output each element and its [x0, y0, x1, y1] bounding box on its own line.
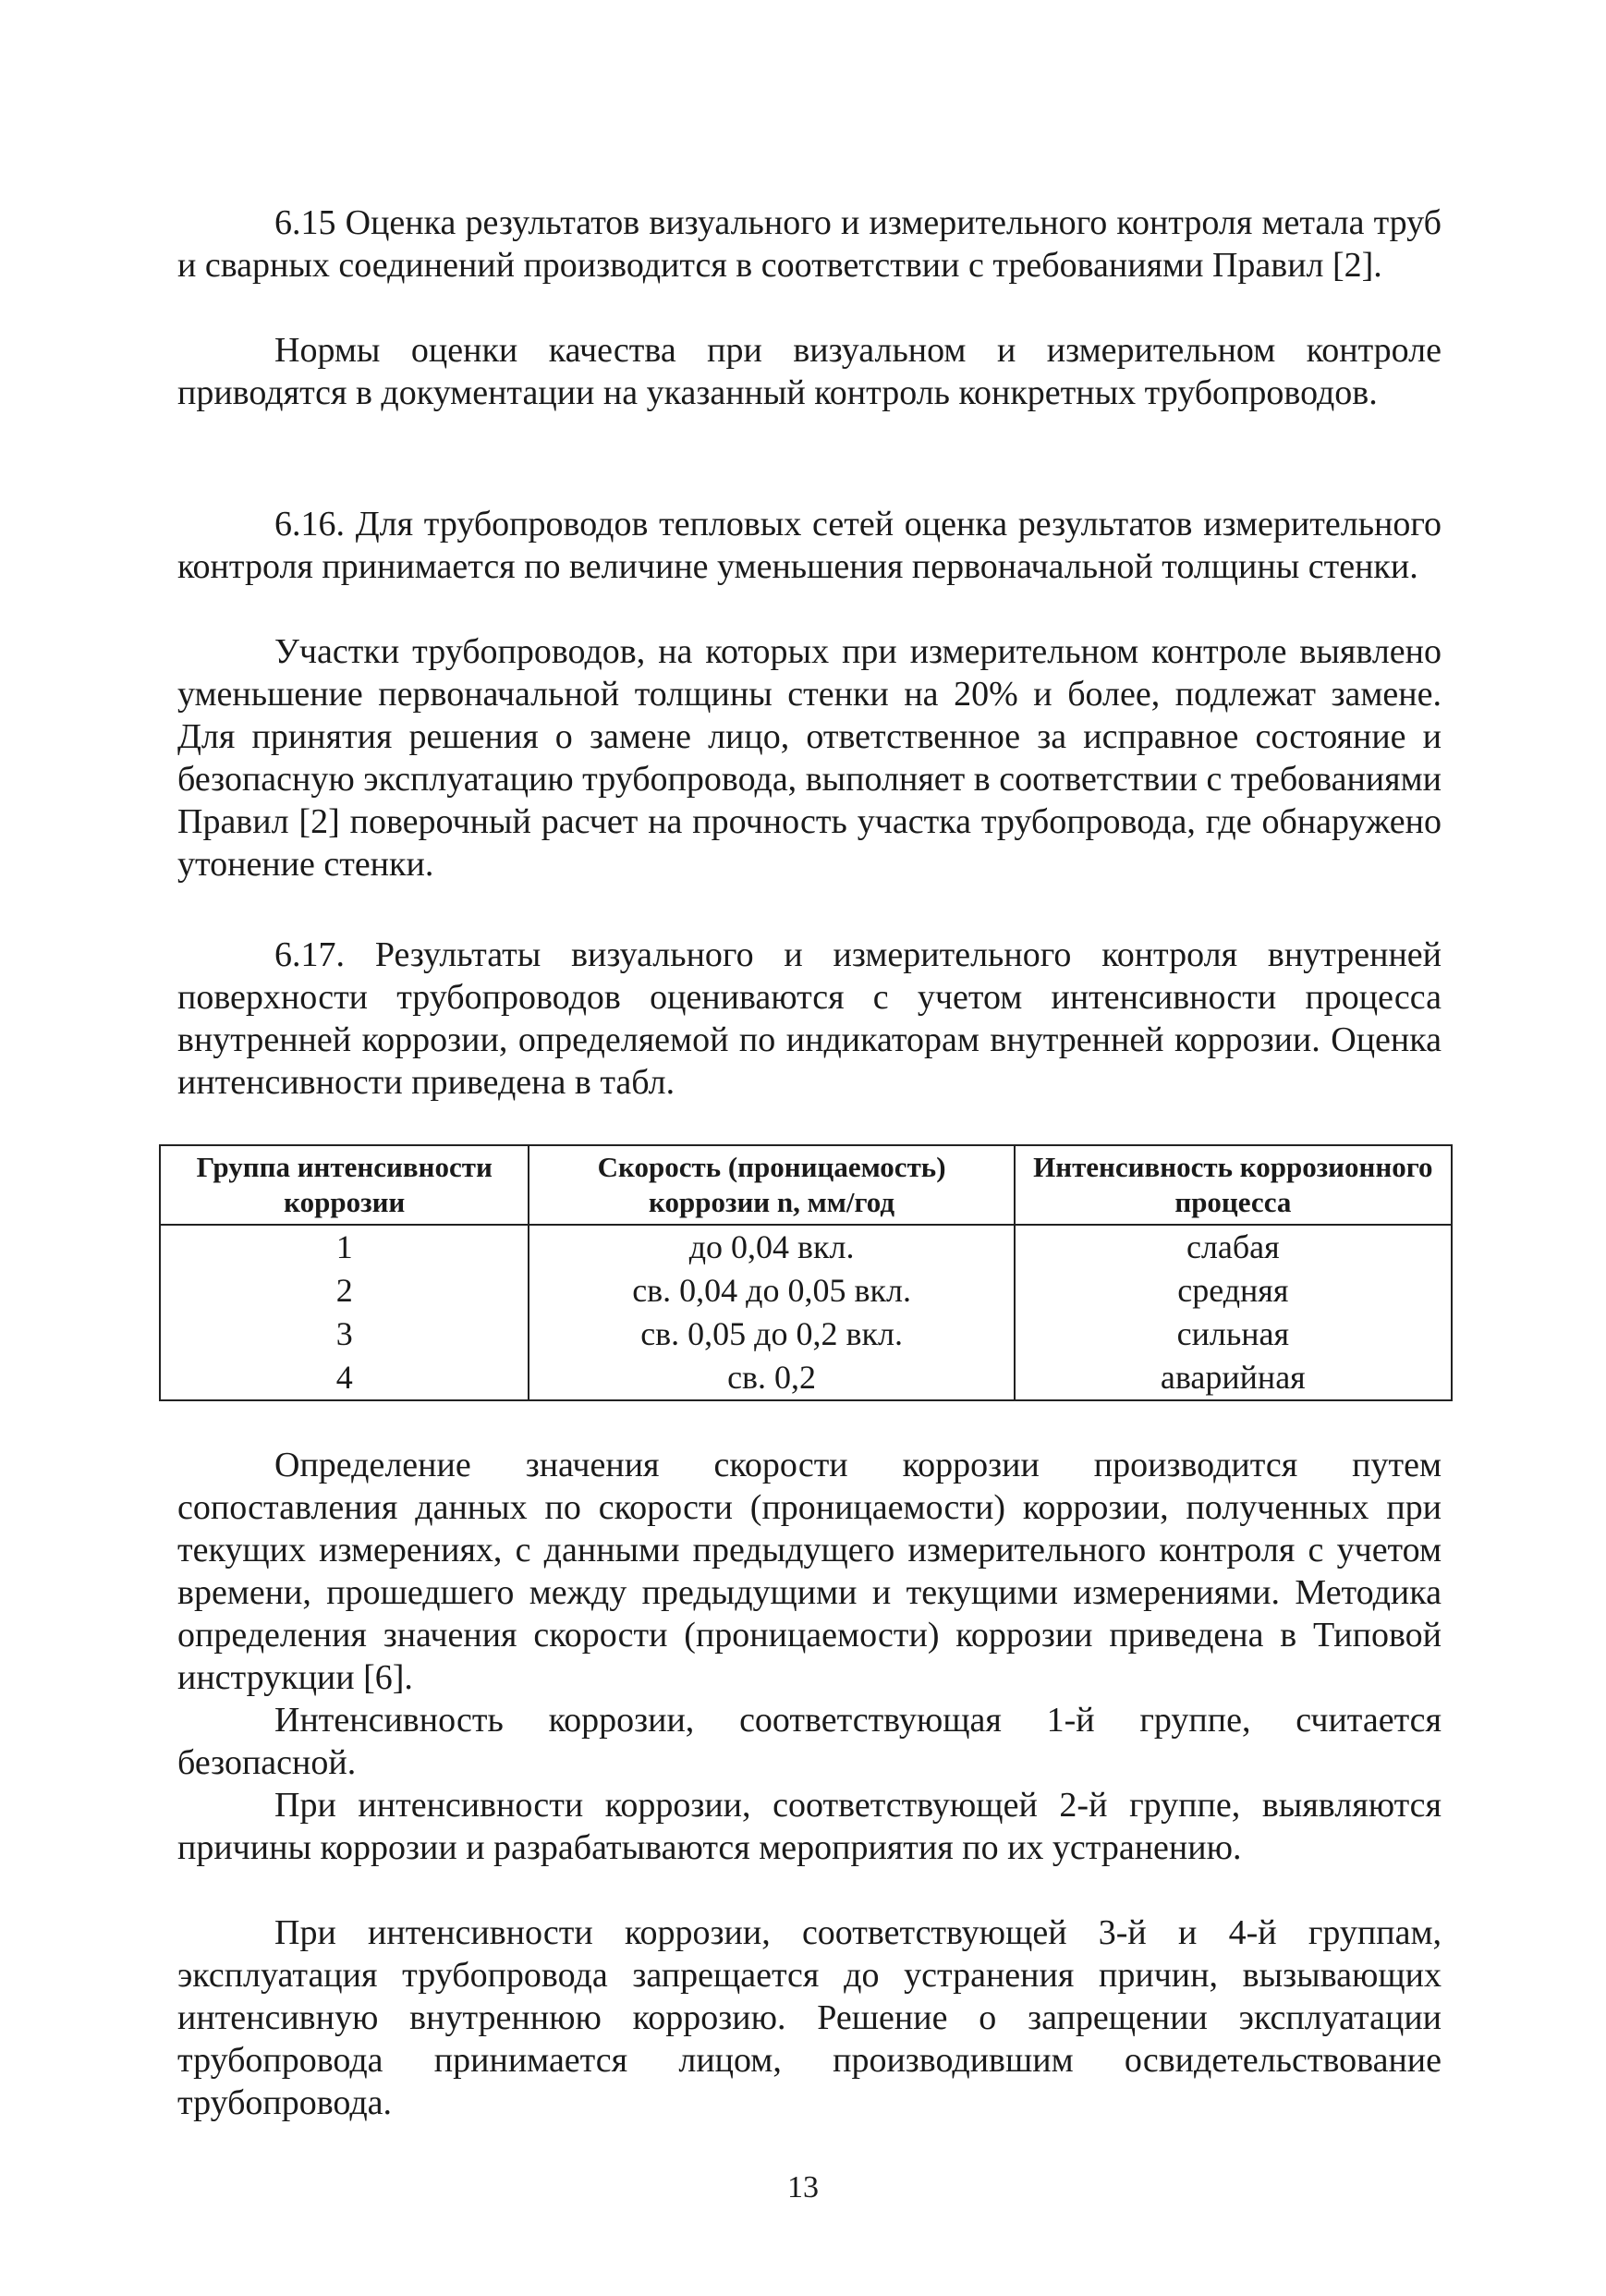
paragraph-6-16-sections: Участки трубопроводов, на которых при измерительном контроле выявлено уменьшение первоначальной толщины стенки на 20% и более, подлежат замене. Для принятия решения о замене лицо, ответственное за исправное состояние и безопасную эксплуатацию трубопровода, выполняет в соответствии с требованиями Правил [2] поверочный расчет на прочность участка трубопровода, где обнаружено утонение стенки.: [177, 632, 1442, 884]
table-row: [160, 1313, 1452, 1356]
page-number: 13: [787, 2170, 819, 2204]
paragraph-group-1: Интенсивность коррозии, соответствующая 1-й группе, считается безопасной.: [177, 1701, 1442, 1782]
corrosion-intensity-table: [159, 1144, 1453, 1401]
cell-rate: св. 0,2: [529, 1356, 1014, 1400]
cell-group: 2: [160, 1269, 529, 1313]
header-intensity: Интенсивность коррозионного процесса: [1015, 1145, 1452, 1225]
header-rate: Скорость (проницаемость) коррозии n, мм/год: [529, 1145, 1014, 1225]
cell-rate: св. 0,05 до 0,2 вкл.: [529, 1313, 1014, 1356]
cell-group: 4: [160, 1356, 529, 1400]
cell-group: 3: [160, 1313, 529, 1356]
cell-group: 1: [160, 1225, 529, 1269]
paragraph-6-15-norms: Нормы оценки качества при визуальном и измерительном контроле приводятся в документации на указанный контроль конкретных трубопроводов.: [177, 331, 1442, 412]
cell-intensity: слабая: [1015, 1225, 1452, 1269]
paragraph-6-16: 6.16. Для трубопроводов тепловых сетей оценка результатов измерительного контроля принимается по величине уменьшения первоначальной толщины стенки.: [177, 505, 1442, 586]
table-row: [160, 1225, 1452, 1269]
paragraph-group-2: При интенсивности коррозии, соответствующей 2-й группе, выявляются причины коррозии и разрабатываются мероприятия по их устранению.: [177, 1786, 1442, 1867]
cell-intensity: сильная: [1015, 1313, 1452, 1356]
paragraph-6-15: 6.15 Оценка результатов визуального и измерительного контроля метала труб и сварных соединений производится в соответствии с требованиями Правил [2].: [177, 203, 1442, 285]
cell-rate: до 0,04 вкл.: [529, 1225, 1014, 1269]
cell-intensity: аварийная: [1015, 1356, 1452, 1400]
paragraph-group-3-4: При интенсивности коррозии, соответствующей 3-й и 4-й группам, эксплуатация трубопровода запрещается до устранения причин, вызывающих интенсивную внутреннюю коррозию. Решение о запрещении эксплуатации трубопровода принимается лицом, производившим освидетельствование трубопровода.: [177, 1913, 1442, 2122]
cell-intensity: средняя: [1015, 1269, 1452, 1313]
paragraph-6-17: 6.17. Результаты визуального и измерительного контроля внутренней поверхности трубопроводов оцениваются с учетом интенсивности процесса внутренней коррозии, определяемой по индикаторам внутренней коррозии. Оценка интенсивности приведена в табл.: [177, 935, 1442, 1102]
header-group: Группа интенсивности коррозии: [160, 1145, 529, 1225]
cell-rate: св. 0,04 до 0,05 вкл.: [529, 1269, 1014, 1313]
paragraph-rate-determination: Определение значения скорости коррозии производится путем сопоставления данных по скорости (проницаемости) коррозии, полученных при текущих измерениях, с данными предыдущего измерительного контроля с учетом времени, прошедшего между предыдущими и текущими измерениями. Методика определения значения скорости (проницаемости) коррозии приведена в Типовой инструкции [6].: [177, 1446, 1442, 1697]
table-row: [160, 1269, 1452, 1313]
table-header-row: [160, 1145, 1452, 1225]
table-row: [160, 1356, 1452, 1400]
